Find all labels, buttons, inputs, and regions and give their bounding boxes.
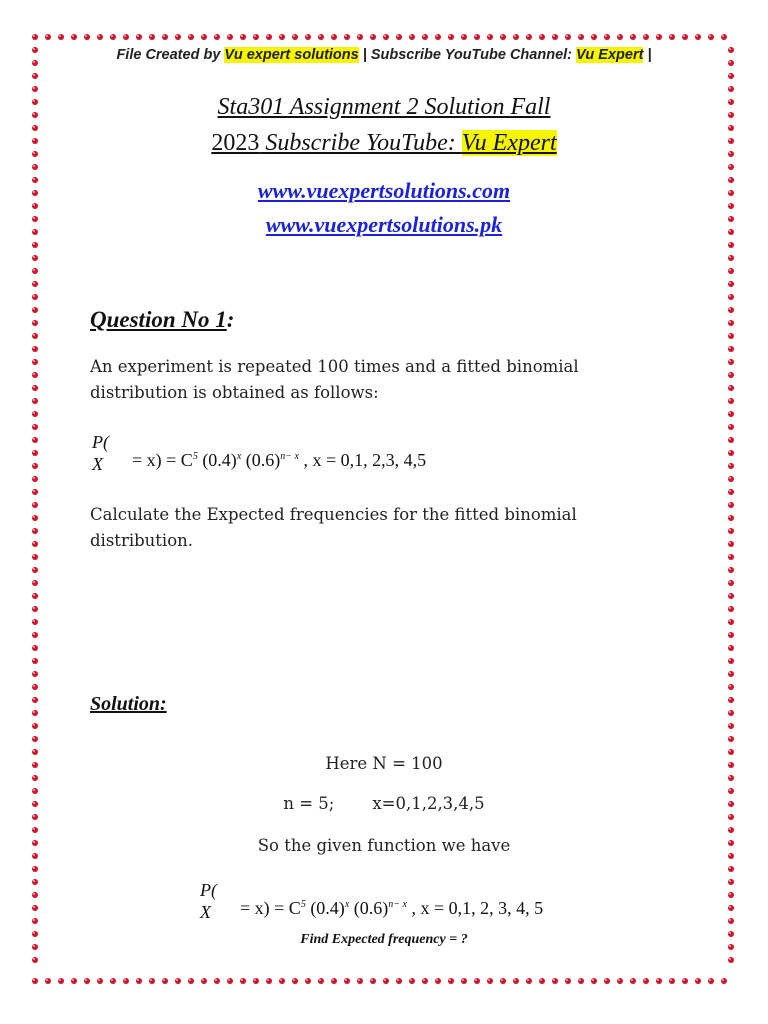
question-heading-colon: :: [226, 307, 235, 332]
file-header-line: [0, 47, 768, 63]
formula-term-2-exponent: n− x: [280, 451, 299, 462]
formula-term-2: (0.6): [349, 898, 389, 918]
solution-heading: Solution:: [90, 693, 167, 715]
question-heading-text: Question No 1: [90, 307, 227, 332]
formula-p: P(: [200, 880, 217, 900]
question-task-text: Calculate the Expected frequencies for the fitted binomial distribution.: [90, 505, 577, 550]
formula-p: P(: [92, 432, 109, 452]
formula-term-2-exponent: n− x: [388, 899, 407, 910]
header-middle: | Subscribe YouTube Channel:: [358, 47, 577, 63]
formula-x: X: [92, 454, 103, 474]
header-channel-highlight: Vu Expert: [576, 47, 644, 63]
binomial-formula-question: [92, 432, 552, 482]
solution-n-value: n = 5;: [283, 794, 335, 813]
formula-rhs-main: = x) = C: [132, 450, 193, 470]
formula-x: X: [200, 902, 211, 922]
title-channel-highlight: Vu Expert: [461, 130, 557, 156]
formula-domain: , x = 0,1, 2, 3, 4, 5: [406, 898, 544, 918]
formula-term-1: (0.4): [197, 450, 237, 470]
title-subscribe: Subscribe YouTube:: [259, 130, 462, 156]
header-prefix: File Created by: [116, 47, 225, 63]
formula-domain: , x = 0,1, 2,3, 4,5: [298, 450, 427, 470]
binomial-formula-solution: [200, 880, 620, 930]
find-expected-frequency: Find Expected frequency = ?: [300, 932, 468, 947]
solution-x-values: x=0,1,2,3,4,5: [372, 794, 485, 813]
formula-term-1: (0.4): [305, 898, 345, 918]
formula-c-superscript: 5: [192, 451, 198, 462]
formula-rhs-main: = x) = C: [240, 898, 301, 918]
solution-given-n: Here N = 100: [325, 754, 443, 773]
document-title-line-2: [0, 130, 768, 157]
document-title-line-1: Sta301 Assignment 2 Solution Fall: [217, 94, 551, 120]
header-suffix: |: [643, 47, 652, 63]
header-brand-highlight: Vu expert solutions: [224, 47, 359, 63]
question-intro-text: An experiment is repeated 100 times and a fitted binomial distribution is obtained as follows:: [90, 357, 579, 402]
formula-term-1-exponent: x: [236, 451, 242, 462]
solution-parameters: [0, 794, 768, 813]
formula-rhs: [240, 898, 543, 919]
formula-term-2: (0.6): [241, 450, 281, 470]
website-link-pk[interactable]: www.vuexpertsolutions.pk: [265, 212, 503, 237]
formula-term-1-exponent: x: [344, 899, 350, 910]
solution-function-intro: So the given function we have: [257, 836, 511, 855]
question-heading: [90, 307, 234, 333]
title-year: 2023: [211, 130, 260, 156]
formula-c-superscript: 5: [300, 899, 306, 910]
website-link-com[interactable]: www.vuexpertsolutions.com: [257, 178, 511, 203]
formula-rhs: [132, 450, 426, 471]
